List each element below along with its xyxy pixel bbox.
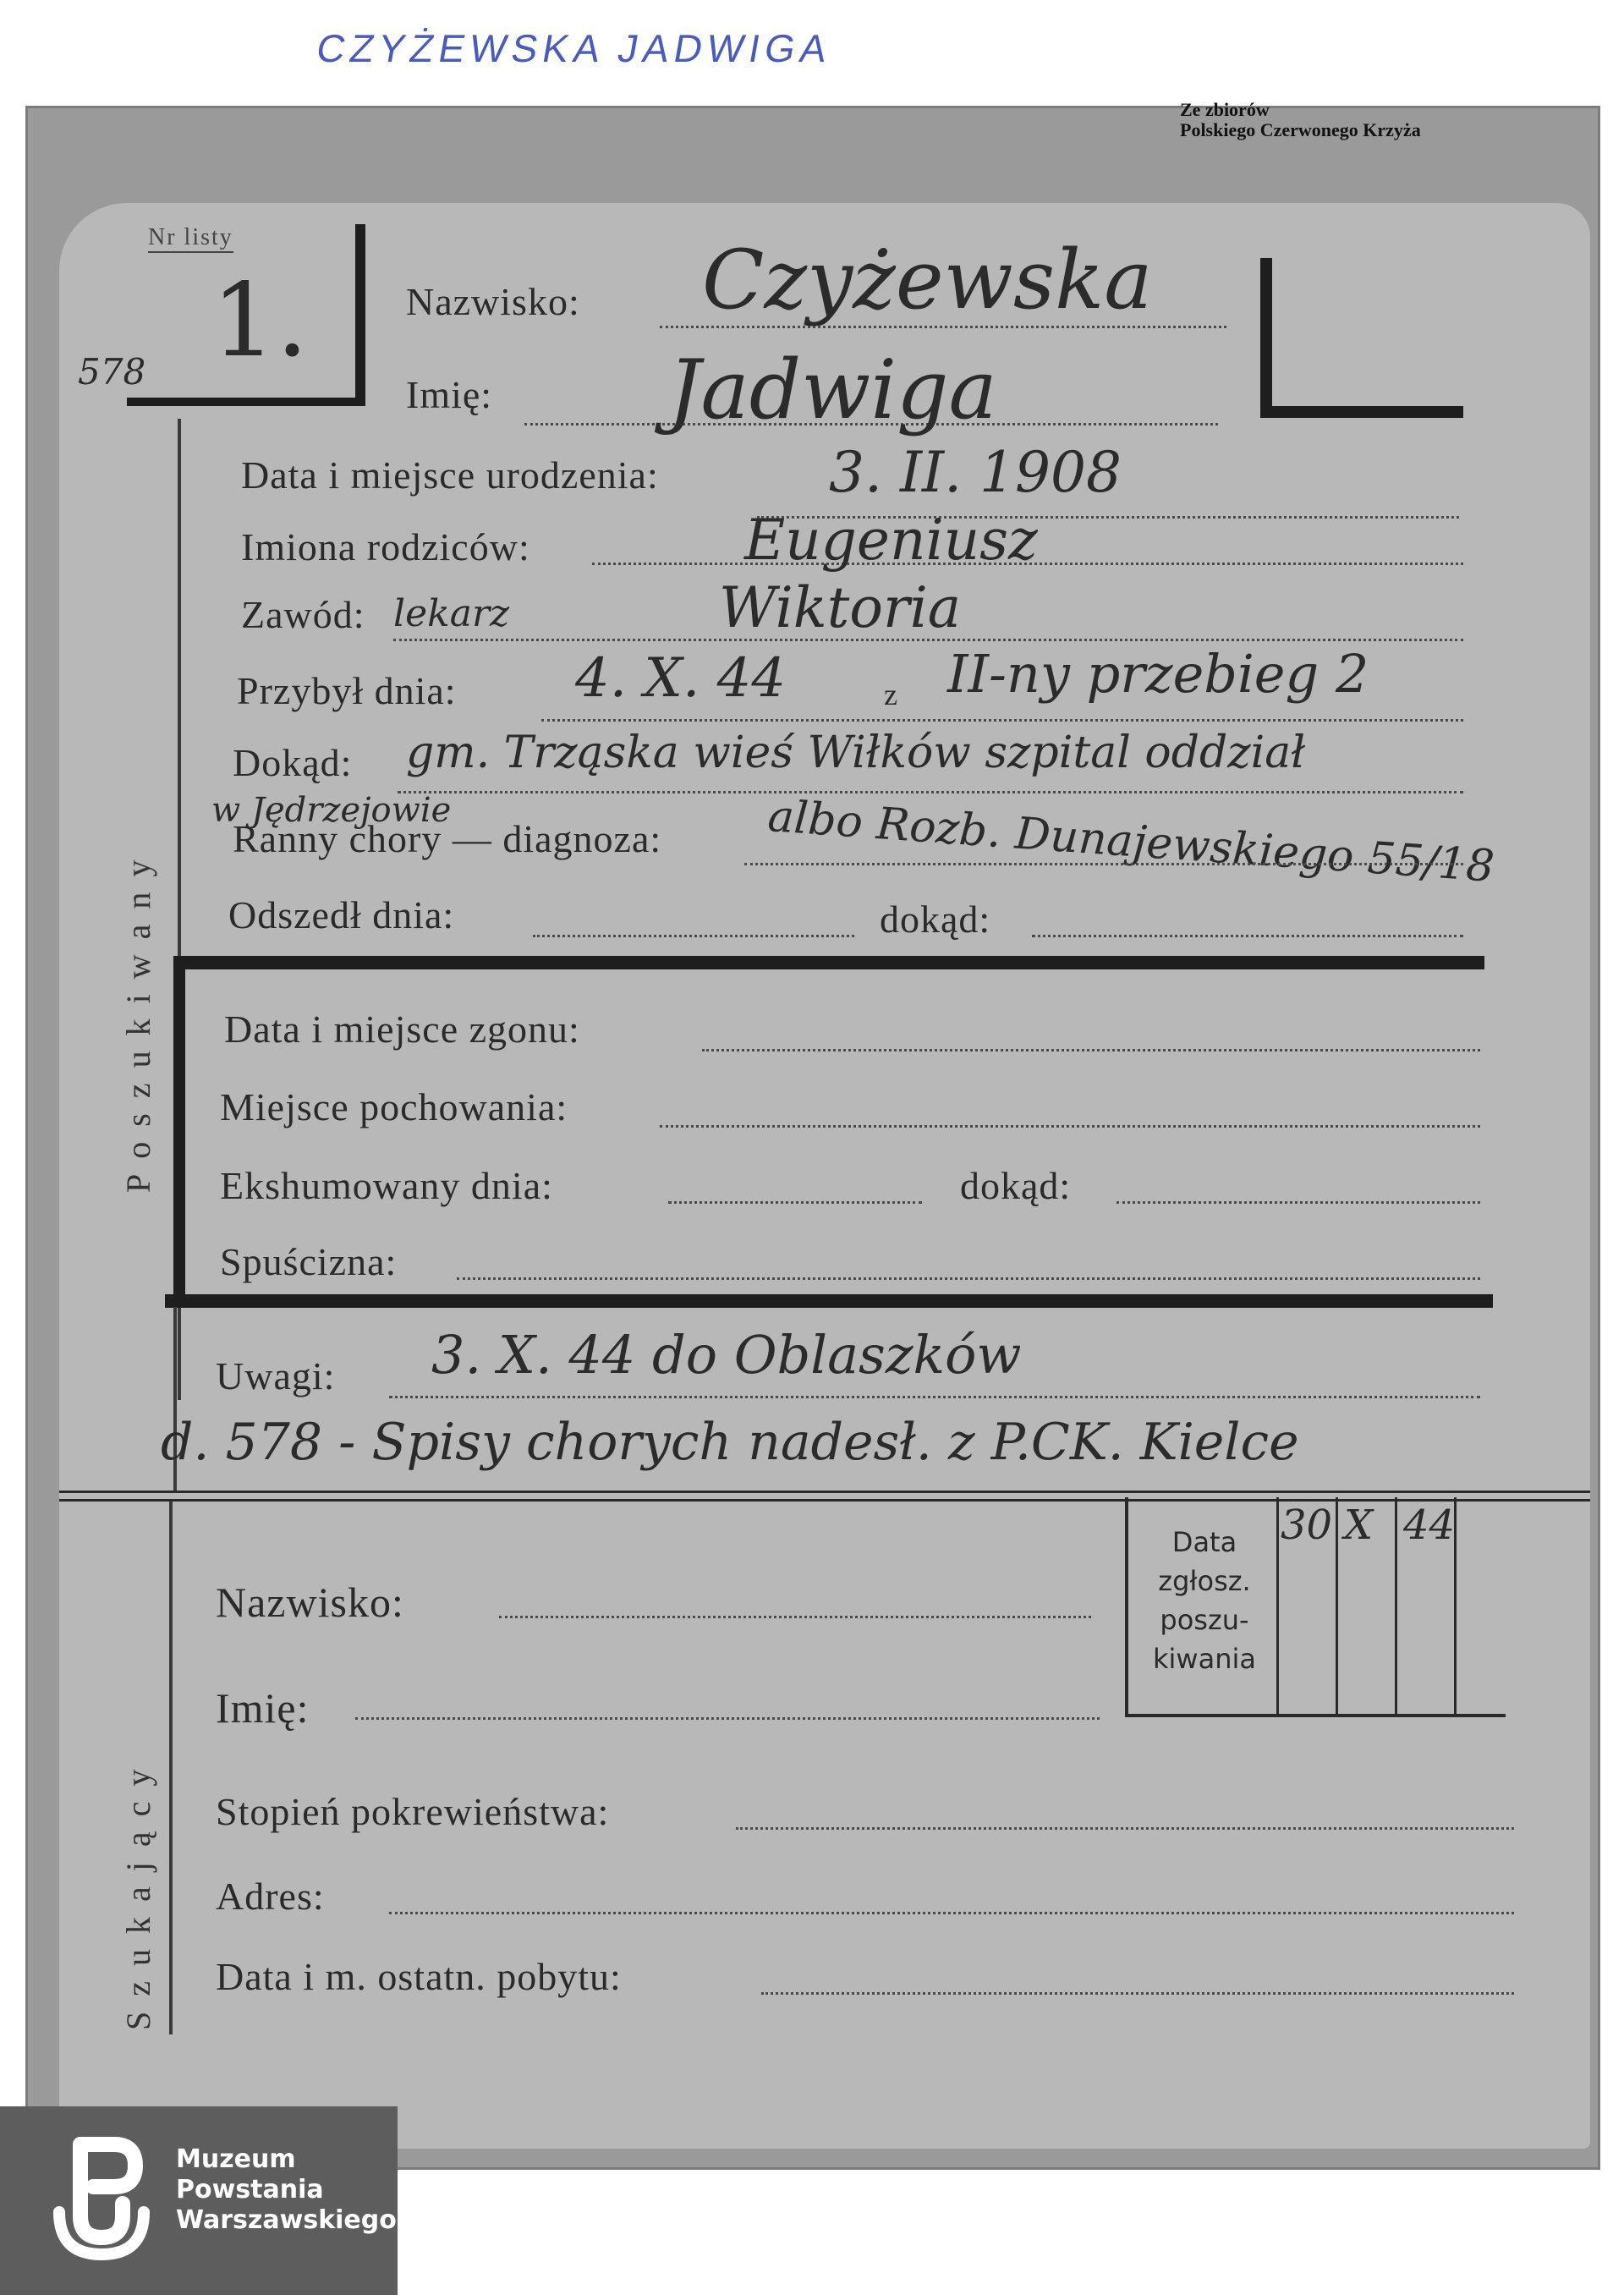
address-line — [389, 1912, 1514, 1914]
list-number-value: 1. — [211, 262, 309, 380]
report-date-year: 44 — [1403, 1502, 1456, 1549]
diagnosis-line — [744, 863, 1463, 865]
parents-label: Imiona rodziców: — [241, 525, 530, 568]
left-label: Odszedł dnia: — [228, 893, 455, 936]
searcher-first-name-line — [355, 1717, 1100, 1720]
museum-name — [176, 2144, 397, 2236]
first-name-value: Jadwiga — [668, 343, 997, 437]
relation-line — [736, 1827, 1514, 1830]
death-left-rule — [173, 964, 185, 1298]
first-name-label: Imię: — [406, 373, 493, 416]
museum-anchor-icon — [47, 2136, 156, 2263]
left-line — [533, 935, 854, 937]
top-annotation: CZYŻEWSKA JADWIGA — [313, 26, 836, 70]
from-label: z — [884, 678, 898, 711]
death-place-line — [702, 1049, 1480, 1051]
parents-value-2: Wiktoria — [719, 575, 962, 640]
exhumed-line — [668, 1201, 922, 1204]
searching-side-label: Szukający — [119, 1754, 157, 2030]
death-top-rule — [173, 956, 1484, 969]
remarks-label: Uwagi: — [216, 1354, 336, 1397]
sought-side-label: Poszukiwany — [119, 844, 157, 1193]
collection-line2: Polskiego Czerwonego Krzyża — [1180, 119, 1421, 140]
where-continuation: w Jędrzejowie — [211, 791, 452, 830]
museum-logo-panel — [0, 2106, 398, 2295]
arrived-value: 4. X. 44 — [575, 647, 787, 710]
parents-value-1: Eugeniusz — [744, 508, 1038, 573]
searching-left-rule — [169, 1502, 173, 2034]
report-date-label: Data zgłosz. poszu- kiwania — [1153, 1526, 1256, 1675]
searcher-surname-line — [499, 1616, 1091, 1618]
remarks-dotted-line — [389, 1396, 1480, 1398]
arrived-from-value: II-ny przebieg 2 — [947, 643, 1369, 705]
estate-line — [457, 1277, 1480, 1280]
corner-bracket-vertical — [1260, 258, 1272, 415]
report-date-divider-1 — [1276, 1497, 1279, 1714]
museum-name-line1: Muzeum — [176, 2144, 296, 2174]
burial-line — [660, 1125, 1480, 1128]
side-number: 578 — [78, 351, 146, 393]
arrived-label: Przybył dnia: — [237, 669, 457, 712]
report-date-day: 30 — [1281, 1502, 1333, 1549]
searching-double-rule-top — [59, 1491, 1590, 1493]
left-destination-line — [1032, 935, 1463, 937]
collection-stamp — [1180, 100, 1421, 140]
museum-name-line2: Powstania — [176, 2175, 324, 2204]
report-date-box — [1125, 1497, 1506, 1717]
report-date-month: X — [1344, 1502, 1374, 1549]
death-place-label: Data i miejsce zgonu: — [224, 1007, 580, 1051]
exhumed-destination-line — [1116, 1201, 1480, 1204]
last-stay-line — [761, 1992, 1514, 1995]
collection-line1: Ze zbiorów — [1180, 99, 1270, 120]
left-destination-label: dokąd: — [880, 898, 991, 941]
birth-label: Data i miejsce urodzenia: — [241, 453, 659, 497]
searcher-surname-label: Nazwisko: — [216, 1578, 404, 1626]
report-date-divider-3 — [1395, 1497, 1397, 1714]
museum-name-line3: Warszawskiego — [176, 2205, 397, 2235]
profession-label: Zawód: — [241, 593, 365, 636]
where-value: gm. Trząska wieś Wiłków szpital oddział — [406, 727, 1306, 778]
surname-label: Nazwisko: — [406, 280, 580, 323]
exhumed-label: Ekshumowany dnia: — [220, 1164, 553, 1207]
list-box-vertical — [355, 224, 365, 402]
estate-label: Spuścizna: — [220, 1240, 398, 1283]
burial-label: Miejsce pochowania: — [220, 1085, 568, 1128]
corner-bracket-horizontal — [1260, 406, 1463, 418]
list-number-label: Nr listy — [148, 224, 233, 253]
birth-value: 3. II. 1908 — [829, 440, 1122, 505]
exhumed-destination-label: dokąd: — [960, 1164, 1072, 1207]
address-label: Adres: — [216, 1875, 325, 1918]
profession-value: lekarz — [393, 592, 510, 635]
diagnosis-value: albo Rozb. Dunajewskiego 55/18 — [765, 791, 1496, 892]
list-box-horizontal — [127, 398, 365, 406]
surname-value: Czyżewska — [702, 233, 1153, 327]
relation-label: Stopień pokrewieństwa: — [216, 1790, 610, 1833]
report-date-divider-2 — [1336, 1497, 1338, 1714]
diagnosis-label: Ranny chory — diagnoza: — [233, 817, 662, 860]
remarks-line2: d. 578 - Spisy chorych nadesł. z P.CK. Kielce — [161, 1413, 1299, 1472]
death-bottom-rule — [165, 1294, 1493, 1308]
last-stay-label: Data i m. ostatn. pobytu: — [216, 1955, 622, 1998]
searcher-first-name-label: Imię: — [216, 1684, 310, 1732]
where-line — [398, 791, 1463, 793]
where-label: Dokąd: — [233, 741, 353, 784]
remarks-line1: 3. X. 44 do Oblaszków — [431, 1324, 1022, 1386]
arrived-line — [541, 719, 1463, 722]
